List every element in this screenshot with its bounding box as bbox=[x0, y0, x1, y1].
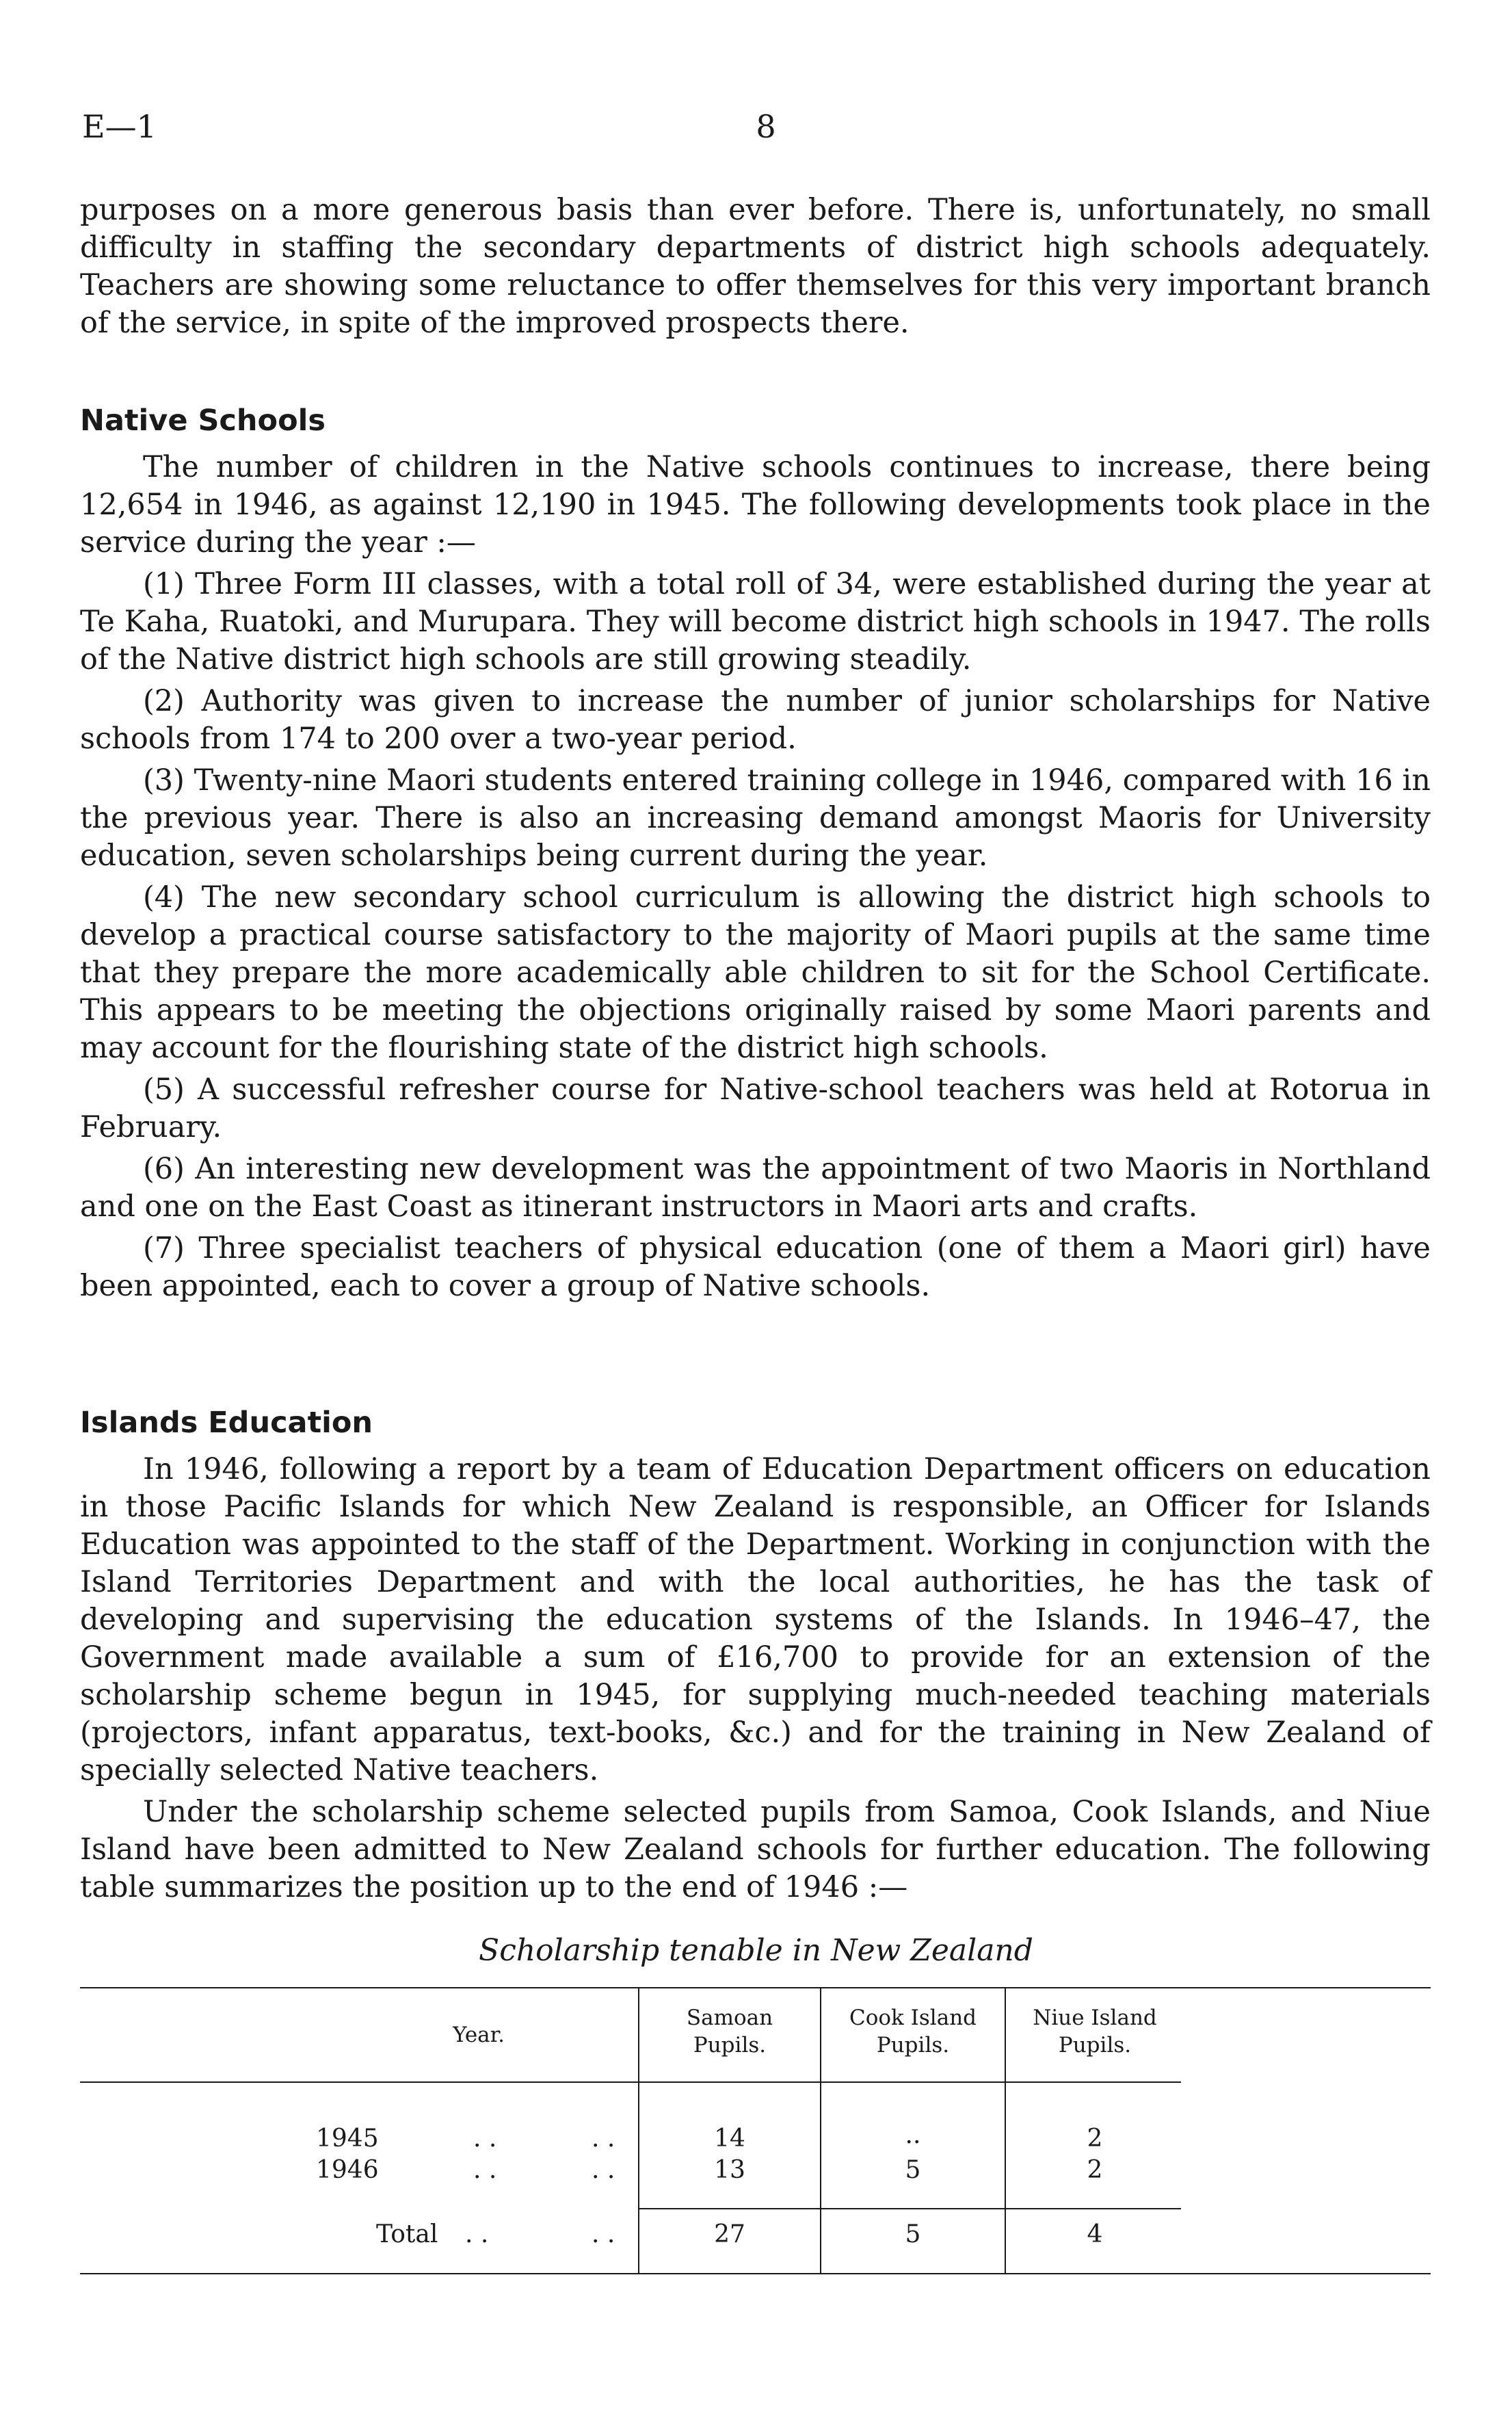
row-1946-dots-2: . . bbox=[592, 2156, 615, 2184]
native-item-6: (6) An interesting new development was the appointment of two Maoris in Northland and one on the East Coast as itinerant instructors in Maori arts and crafts. bbox=[80, 1152, 1431, 1224]
intro-paragraph: purposes on a more generous basis than ever before. There is, unfortunately, no small difficulty in staffing the secondary departments of district high schools adequately. Teachers are showing some reluctance to offer themselves for this very important branch of the service, in spite of the improved prospects there. bbox=[80, 193, 1431, 340]
islands-education-section bbox=[80, 1451, 1431, 1906]
row-1945-dots-1: . . bbox=[473, 2125, 497, 2153]
native-item-1: (1) Three Form III classes, with a total roll of 34, were established during the year at Te Kaha, Ruatoki, and Murupara. They will become district high schools in 1947. The rolls of the Native district high schools are still growing steadily. bbox=[80, 567, 1431, 676]
document-code: E—1 bbox=[82, 108, 157, 145]
row-1946-niue: 2 bbox=[1087, 2156, 1103, 2184]
header-samoan-line-1: Samoan bbox=[686, 2006, 773, 2030]
native-item-2: (2) Authority was given to increase the number of junior scholarships for Native schools from 174 to 200 over a two-year period. bbox=[80, 684, 1431, 756]
table-bottom-rule bbox=[80, 2273, 1431, 2274]
header-niue-line-1: Niue Island bbox=[1033, 2006, 1157, 2030]
native-item-4: (4) The new secondary school curriculum is allowing the district high schools to develop a practical course satisfactory to the majority of Maori pupils at the same time that they prepare the more academically able children to sit for the School Certificate. This appears to be meeting the objections originally raised by some Maori parents and may account for the flourishing state of the district high schools. bbox=[80, 880, 1431, 1065]
header-cook-line-2: Pupils. bbox=[876, 2033, 950, 2058]
native-schools-section bbox=[80, 449, 1431, 1305]
total-samoan: 27 bbox=[714, 2220, 745, 2248]
row-1946-cook: 5 bbox=[905, 2156, 921, 2184]
page-number: 8 bbox=[756, 108, 776, 145]
total-label: Total bbox=[376, 2220, 438, 2248]
row-1945-year: 1945 bbox=[316, 2125, 379, 2153]
row-1945-dots-2: . . bbox=[592, 2125, 615, 2153]
table-title: Scholarship tenable in New Zealand bbox=[479, 1933, 1033, 1968]
total-cook: 5 bbox=[905, 2220, 921, 2248]
row-1946-dots-1: . . bbox=[473, 2156, 497, 2184]
total-niue: 4 bbox=[1087, 2220, 1103, 2248]
native-item-3: (3) Twenty-nine Maori students entered training college in 1946, compared with 16 in the previous year. There is also an increasing demand amongst Maoris for University education, seven scholarships being current during the year. bbox=[80, 763, 1431, 873]
native-schools-intro: The number of children in the Native schools continues to increase, there being 12,654 in 1946, as against 12,190 in 1945. The following developments took place in the service during the year :— bbox=[80, 450, 1431, 560]
intro-paragraph-block bbox=[80, 192, 1431, 342]
total-dots-2: . . bbox=[592, 2220, 615, 2248]
header-niue bbox=[1006, 2004, 1184, 2059]
row-1946-year: 1946 bbox=[316, 2156, 379, 2184]
header-cook bbox=[821, 2004, 1005, 2059]
header-samoan-line-2: Pupils. bbox=[693, 2033, 767, 2058]
row-1945-cook: .. bbox=[905, 2121, 921, 2149]
native-item-5: (5) A successful refresher course for Native-school teachers was held at Rotorua in February. bbox=[80, 1073, 1431, 1144]
islands-paragraph-2: Under the scholarship scheme selected pupils from Samoa, Cook Islands, and Niue Island have been admitted to New Zealand schools for further education. The following table summarizes the position up to the end of 1946 :— bbox=[80, 1795, 1431, 1904]
table-header-rule bbox=[80, 2081, 1181, 2083]
islands-education-heading: Islands Education bbox=[80, 1406, 373, 1440]
native-item-7: (7) Three specialist teachers of physical education (one of them a Maori girl) have been appointed, each to cover a group of Native schools. bbox=[80, 1231, 1431, 1303]
row-1945-samoan: 14 bbox=[714, 2125, 745, 2153]
total-dots-1: . . bbox=[465, 2220, 489, 2248]
header-cook-line-1: Cook Island bbox=[849, 2006, 977, 2030]
islands-paragraph-1: In 1946, following a report by a team of Education Department officers on education in those Pacific Islands for which New Zealand is responsible, an Officer for Islands Education was appointed to the staff of the Department. Working in conjunction with the Island Territories Department and with the local authorities, he has the task of developing and supervising the education systems of the Islands. In 1946–47, the Government made available a sum of £16,700 to provide for an extension of the scholarship scheme begun in 1945, for supplying much-needed teaching materials (projectors, infant apparatus, text-books, &c.) and for the training in New Zealand of specially selected Native teachers. bbox=[80, 1452, 1431, 1787]
table-total-rule bbox=[639, 2208, 1181, 2209]
table-top-rule bbox=[80, 1987, 1431, 1988]
header-year: Year. bbox=[453, 2023, 505, 2047]
header-samoan bbox=[639, 2004, 820, 2059]
page-header bbox=[82, 108, 1429, 156]
header-niue-line-2: Pupils. bbox=[1058, 2033, 1132, 2058]
native-schools-heading: Native Schools bbox=[80, 404, 326, 438]
row-1946-samoan: 13 bbox=[714, 2156, 745, 2184]
row-1945-niue: 2 bbox=[1087, 2125, 1103, 2153]
